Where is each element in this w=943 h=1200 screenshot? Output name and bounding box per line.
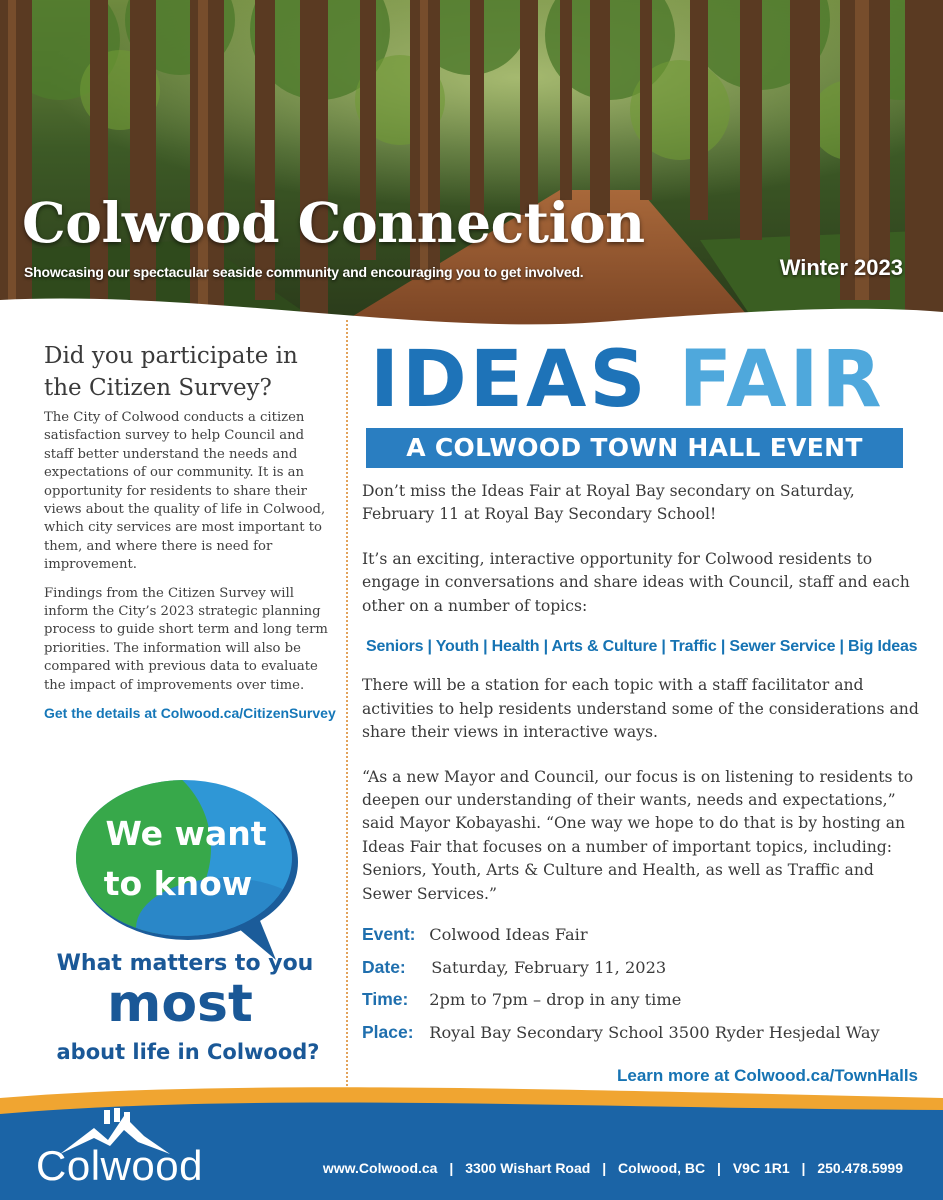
masthead-tagline: Showcasing our spectacular seaside community and encouraging you to get involved. — [24, 264, 584, 280]
date-value: Saturday, February 11, 2023 — [431, 957, 667, 977]
ideas-fair-title-ideas: IDEAS — [370, 335, 649, 425]
place-label: Place: — [362, 1021, 414, 1042]
event-details — [362, 924, 922, 1054]
footer-city: Colwood, BC — [618, 1160, 706, 1176]
detail-row-time — [362, 989, 922, 1022]
ideas-fair-body — [362, 480, 922, 927]
bubble-line-1: We want — [105, 814, 267, 853]
detail-row-place — [362, 1022, 922, 1055]
ideas-fair-title-fair: FAIR — [678, 335, 885, 425]
masthead-title: Colwood Connection — [22, 190, 645, 255]
survey-paragraph-2: Findings from the Citizen Survey will inform the City’s 2023 strategic planning process to guide short term and long term priorities. The information will also be compared with previous data to evaluate the impact of improvements over time. — [44, 585, 328, 693]
detail-row-date — [362, 957, 922, 990]
footer-postal: V9C 1R1 — [732, 1160, 790, 1176]
footer-separator: | — [449, 1160, 454, 1176]
what-matters-line: What matters to you — [56, 951, 314, 976]
survey-paragraph-1: The City of Colwood conducts a citizen satisfaction survey to help Council and staff better understand the needs and expectations of our community. It is an opportunity for residents to share their views about the quality of life in Colwood, which city services are most important to them, and where there is need for improvement. — [44, 410, 326, 573]
survey-details-link[interactable]: Get the details at Colwood.ca/CitizenSurvey — [44, 705, 336, 722]
masthead — [0, 0, 943, 330]
event-value: Colwood Ideas Fair — [429, 925, 588, 944]
fair-intro: Don’t miss the Ideas Fair at Royal Bay secondary on Saturday, February 11 at Royal Bay Secondary School! — [362, 482, 855, 524]
fair-opportunity: It’s an exciting, interactive opportunity for Colwood residents to engage in conversations and share ideas with Council, staff and each other on a number of topics: — [362, 549, 910, 615]
footer-separator: | — [801, 1160, 806, 1176]
town-hall-banner: A COLWOOD TOWN HALL EVENT — [366, 428, 903, 468]
colwood-logo-text: Colwood — [36, 1142, 203, 1189]
event-label: Event: — [362, 924, 416, 944]
time-value: 2pm to 7pm – drop in any time — [429, 990, 682, 1009]
ideas-fair-title — [370, 335, 904, 425]
date-label: Date: — [362, 956, 406, 977]
footer-contact — [323, 1160, 903, 1176]
most-line: most — [107, 974, 253, 1034]
footer-website[interactable]: www.Colwood.ca — [322, 1160, 438, 1176]
masthead-season: Winter 2023 — [779, 255, 903, 280]
survey-heading: Did you participate in the Citizen Survey? — [44, 343, 298, 401]
fair-quote: “As a new Mayor and Council, our focus is on listening to residents to deepen our understanding of their wants, needs and expectations,” said Mayor Kobayashi. “One way we hope to do that is by hosting an Ideas Fair that focuses on a number of important topics, including: Seniors, Youth, Arts & Culture and Health, as well as Traffic and Sewer Services.” — [362, 767, 914, 903]
footer-phone: 250.478.5999 — [817, 1160, 903, 1176]
time-label: Time: — [362, 989, 409, 1009]
we-want-to-know-bubble — [76, 778, 306, 968]
survey-section — [44, 340, 336, 721]
detail-row-event — [362, 924, 922, 957]
bubble-line-2: to know — [103, 864, 253, 903]
footer-separator: | — [602, 1160, 607, 1176]
about-life-line: about life in Colwood? — [56, 1040, 320, 1064]
fair-stations: There will be a station for each topic with a staff facilitator and activities to help residents understand some of the considerations and share their views in interactive ways. — [362, 676, 919, 742]
footer — [0, 1080, 943, 1200]
place-value: Royal Bay Secondary School 3500 Ryder Hesjedal Way — [429, 1022, 880, 1042]
footer-address: 3300 Wishart Road — [465, 1160, 591, 1176]
learn-more-link[interactable]: Learn more at Colwood.ca/TownHalls — [616, 1066, 918, 1085]
fair-topics: Seniors | Youth | Health | Arts & Culture | Traffic | Sewer Service | Big Ideas — [366, 638, 918, 656]
footer-separator: | — [717, 1160, 721, 1176]
